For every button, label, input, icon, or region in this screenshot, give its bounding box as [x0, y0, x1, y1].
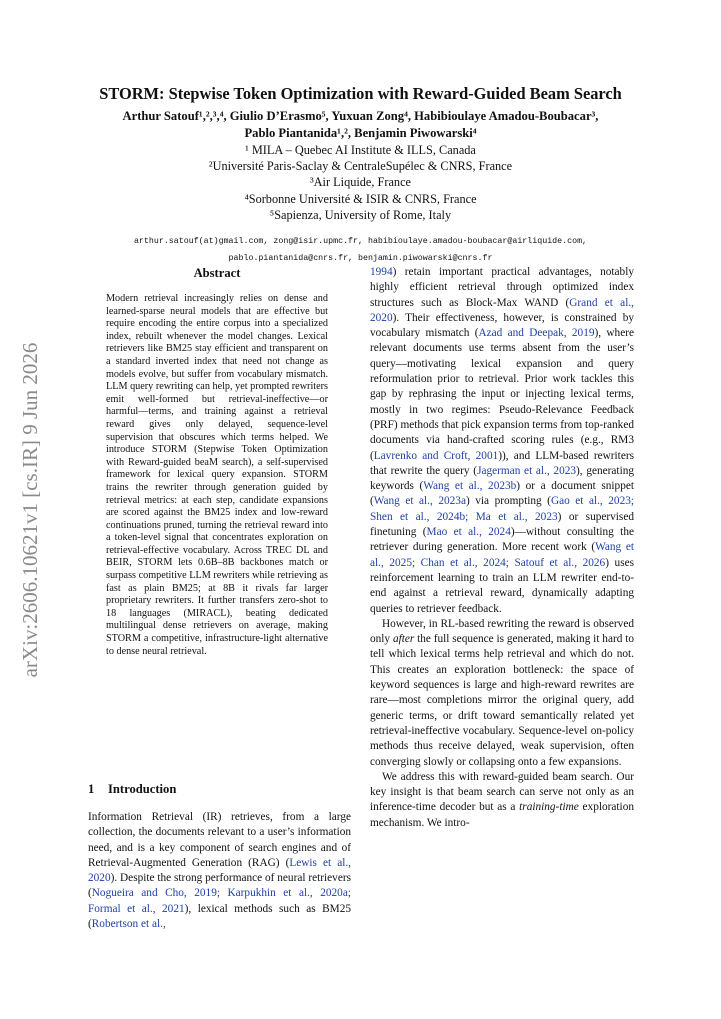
- body-text: ) retain important practical advantages, notably highly efficient retrieval through optimized index structures such as Block-Max WAND (: [370, 266, 634, 309]
- citation-link[interactable]: Wang et al., 2023b: [423, 480, 517, 493]
- body-text: ), where relevant documents use terms absent from the user’s query—motivating lexical expansion and query reformulation prior to retrieval. Prior work tackles this gap by rephrasing the input or injecting lexical terms, mostly in two regimes: Pseudo-Relevance Feedback (PRF) methods that pick expansion terms from top-ranked documents via hand-crafted scoring rules (e.g., RM3 (: [370, 327, 634, 462]
- affiliation: ⁵Sapienza, University of Rome, Italy: [269, 207, 452, 222]
- author-line: Pablo Piantanida¹,², Benjamin Piwowarski⁴: [244, 126, 477, 140]
- citation-link[interactable]: Robertson et al.,: [91, 918, 166, 931]
- body-text: ). Despite the strong performance of neural retrievers (: [88, 872, 351, 900]
- citation-link[interactable]: Wang et al., 2025; Chan et al., 2024; Satouf et al., 2026: [370, 541, 635, 569]
- body-text: ) or supervised finetuning (: [370, 510, 634, 539]
- affiliation: ³Air Liquide, France: [309, 175, 411, 190]
- body-text: ), generating keywords (: [370, 464, 635, 493]
- citation-link[interactable]: Jagerman et al., 2023: [477, 464, 577, 477]
- intro-paragraph: [370, 617, 634, 770]
- author-list: [88, 108, 633, 142]
- affiliation: ¹ MILA – Quebec AI Institute & ILLS, Canada: [245, 143, 476, 157]
- body-text: the full sequence is generated, making it hard to tell which lexical terms help retrieval and which do not. This creates an exploration bottleneck: the space of keyword sequences is large and high-reward rewrites are rare—most completions mirror the original query, add generic terms, or drift toward semantically related yet retrieval-ineffective vocabulary. Sequence-level on-policy methods thus receive delayed, weak supervision, often converging slowly or collapsing onto a few expansions.: [370, 633, 634, 768]
- emphasis-text: after: [392, 633, 415, 646]
- section-number: 1: [88, 782, 95, 796]
- citation-link[interactable]: Azad and Deepak, 2019: [478, 327, 595, 340]
- right-column: [370, 265, 634, 831]
- affiliation: ²Université Paris-Saclay & CentraleSupélec & CNRS, France: [208, 159, 513, 174]
- citation-link[interactable]: Lewis et al., 2020: [88, 856, 351, 885]
- intro-paragraph: [370, 265, 634, 617]
- citation-link[interactable]: Wang et al., 2023a: [373, 495, 466, 508]
- citation-link[interactable]: Nogueira and Cho, 2019; Karpukhin et al., 2020a; Formal et al., 2021: [88, 887, 351, 915]
- citation-link[interactable]: Lavrenko and Croft, 2001: [373, 449, 499, 462]
- citation-link[interactable]: Grand et al., 2020: [370, 296, 634, 324]
- body-text: )—without consulting the retriever during generation. More recent work (: [370, 526, 634, 554]
- body-text: exploration mechanism. We intro-: [370, 801, 634, 829]
- email-line: arthur.satouf(at)gmail.com, zong@isir.upmc.fr, habibioulaye.amadou-boubacar@airliquide.com,: [133, 237, 588, 246]
- body-text: )), and LLM-based rewriters that rewrite the query (: [370, 449, 634, 477]
- abstract-text: Modern retrieval increasingly relies on dense and learned-sparse neural models that are effective but require encoding the entire corpus into a specialized index, rebuilt whenever the model changes. Lexical retrievers like BM25 stay efficient and transparent on a standard inverted index that need not change as models evolve, but suffer from vocabulary mismatch. LLM query rewriting can help, yet prompted rewriters emit well-formed but retrieval-ineffective—or harmful—terms, and training against a retrieval reward gives only delayed, sequence-level supervision that obscures which terms helped. We introduce STORM (Stepwise Token Optimization with Reward-guided beaM search), a self-supervised framework for lexical query expansion. STORM trains the rewriter through generation guided by retrieval metrics: at each step, candidate expansions are scored against the BM25 index and low-reward continuations pruned, turning the retrieval reward into a token-level signal that concentrates exploration on retrieval-effective vocabulary. Across TREC DL and BEIR, STORM lets 0.6B–8B backbones match or surpass competitive LLM rewriters while retrieving as fast as plain BM25; at 8B it rivals far larger proprietary rewriters. It further transfers zero-shot to 18 languages (MIRACL), beating dedicated multilingual dense retrievers on average, making STORM a competitive, infrastructure-light alternative to dense neural retrieval.: [106, 293, 328, 657]
- body-text: ) or a document snippet (: [370, 480, 634, 508]
- body-text: However, in RL-based rewriting the reward is observed only: [370, 617, 634, 646]
- intro-paragraph: [370, 770, 634, 831]
- abstract-heading: Abstract: [193, 266, 241, 280]
- citation-link[interactable]: Mao et al., 2024: [426, 526, 511, 539]
- email-list: [0, 233, 721, 267]
- body-text: Information Retrieval (IR) retrieves, from a large collection, the documents relevant to a user’s information need, and is a key component of search engines and of Retrieval-Augmented Generation (RAG) (: [88, 811, 351, 869]
- citation-link[interactable]: 1994: [370, 266, 393, 278]
- body-text: ) uses reinforcement learning to train an LLM rewriter end-to-end against a retrieval reward, dynamically adapting queries to retriever feedback.: [370, 556, 635, 615]
- body-text: We address this with reward-guided beam search. Our key insight is that beam search can serve not only as an inference-time decoder but as a: [370, 770, 634, 814]
- body-text: ), lexical methods such as BM25 (: [88, 902, 351, 931]
- author-line: Arthur Satouf¹,²,³,⁴, Giulio D’Erasmo⁵, Yuxuan Zong⁴, Habibioulaye Amadou-Boubacar³,: [122, 109, 599, 123]
- paper-title: STORM: Stepwise Token Optimization with Reward-Guided Beam Search: [99, 84, 622, 103]
- section-title: Introduction: [108, 782, 177, 796]
- arxiv-stamp: arXiv:2606.10621v1 [cs.IR] 9 Jun 2026: [18, 342, 42, 678]
- section-heading: [88, 782, 176, 797]
- body-text: ) via prompting (: [465, 495, 551, 508]
- affiliation: ⁴Sorbonne Université & ISIR & CNRS, France: [244, 191, 477, 206]
- emphasis-text: training-time: [519, 801, 579, 814]
- citation-link[interactable]: Gao et al., 2023; Shen et al., 2024b; Ma et al., 2023: [370, 495, 635, 523]
- email-line: pablo.piantanida@cnrs.fr, benjamin.piwowarski@cnrs.fr: [228, 254, 493, 263]
- intro-paragraph: [88, 810, 351, 932]
- affiliation-list: [0, 142, 721, 223]
- body-text: ). Their effectiveness, however, is constrained by vocabulary mismatch (: [370, 311, 634, 340]
